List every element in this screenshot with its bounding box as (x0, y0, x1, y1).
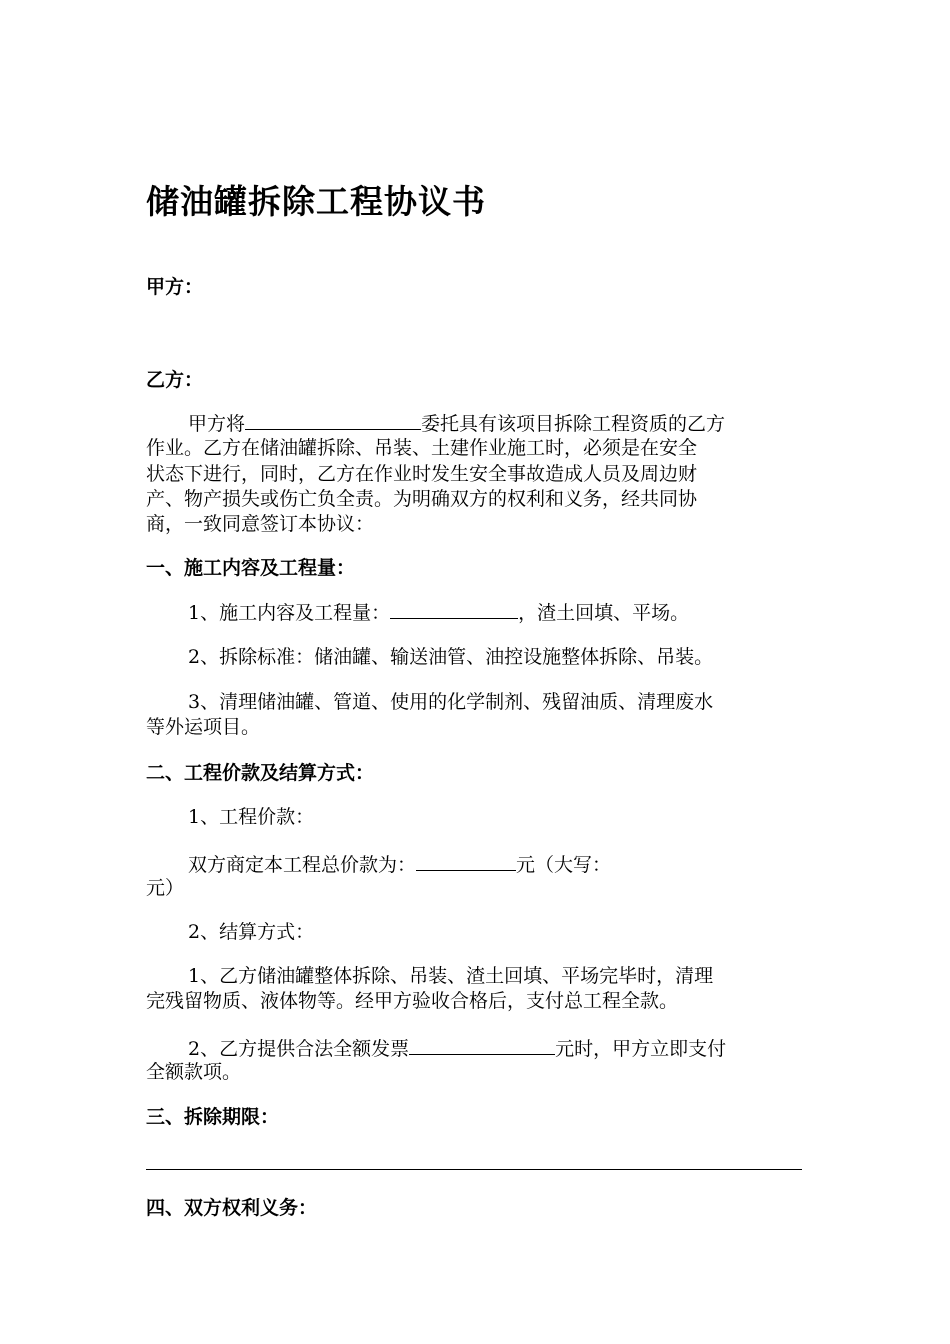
section-1-item-1-pre: 1、施工内容及工程量： (188, 602, 391, 624)
intro-line-4: 产、物产损失或伤亡负全责。为明确双方的权利和义务，经共同协 (146, 488, 698, 510)
price-line-1-post: 元（大写： (516, 854, 612, 876)
intro-line-1 (188, 409, 725, 437)
quantity-blank (390, 598, 518, 619)
intro-line-1-post: 委托具有该项目拆除工程资质的乙方 (421, 413, 726, 435)
settlement-label: 2、结算方式： (188, 921, 315, 943)
party-b-label: 乙方： (146, 369, 204, 391)
settlement-2-line-2: 全额款项。 (146, 1061, 242, 1083)
price-label: 1、工程价款： (188, 806, 315, 828)
price-line-1-pre: 双方商定本工程总价款为： (188, 854, 417, 876)
settlement-2-line-1 (188, 1034, 726, 1062)
section-1-item-3-line-1: 3、清理储油罐、管道、使用的化学制剂、残留油质、清理废水 (188, 691, 714, 713)
invoice-amount-blank (409, 1034, 555, 1055)
section-1-item-1 (188, 598, 689, 626)
section-1-heading: 一、施工内容及工程量： (146, 557, 356, 579)
settlement-1-line-1: 1、乙方储油罐整体拆除、吊装、渣土回填、平场完毕时，清理 (188, 965, 714, 987)
party-a-label: 甲方： (146, 276, 204, 298)
section-1-item-2: 2、拆除标准：储油罐、输送油管、油控设施整体拆除、吊装。 (188, 646, 714, 668)
section-2-heading: 二、工程价款及结算方式： (146, 762, 375, 784)
section-1-item-1-post: ，渣土回填、平场。 (518, 602, 690, 624)
section-1-item-3-line-2: 等外运项目。 (146, 716, 261, 738)
section-4-heading: 四、双方权利义务： (146, 1197, 318, 1219)
intro-line-1-pre: 甲方将 (188, 413, 246, 435)
intro-line-3: 状态下进行，同时，乙方在作业时发生安全事故造成人员及周边财 (146, 463, 698, 485)
settlement-2-line-1-pre: 2、乙方提供合法全额发票 (188, 1038, 410, 1060)
section-3-heading: 三、拆除期限： (146, 1106, 280, 1128)
price-line-1 (188, 850, 611, 878)
deadline-blank-line (146, 1169, 802, 1170)
settlement-1-line-2: 完残留物质、液体物等。经甲方验收合格后，支付总工程全款。 (146, 990, 679, 1012)
intro-line-2: 作业。乙方在储油罐拆除、吊装、土建作业施工时，必须是在安全 (146, 437, 698, 459)
price-amount-blank (416, 850, 516, 871)
intro-line-5: 商，一致同意签订本协议： (146, 513, 375, 535)
settlement-2-line-1-post: 元时，甲方立即支付 (555, 1038, 727, 1060)
document-title: 储油罐拆除工程协议书 (146, 182, 486, 221)
project-name-blank (245, 409, 421, 430)
price-line-2: 元） (146, 877, 185, 899)
